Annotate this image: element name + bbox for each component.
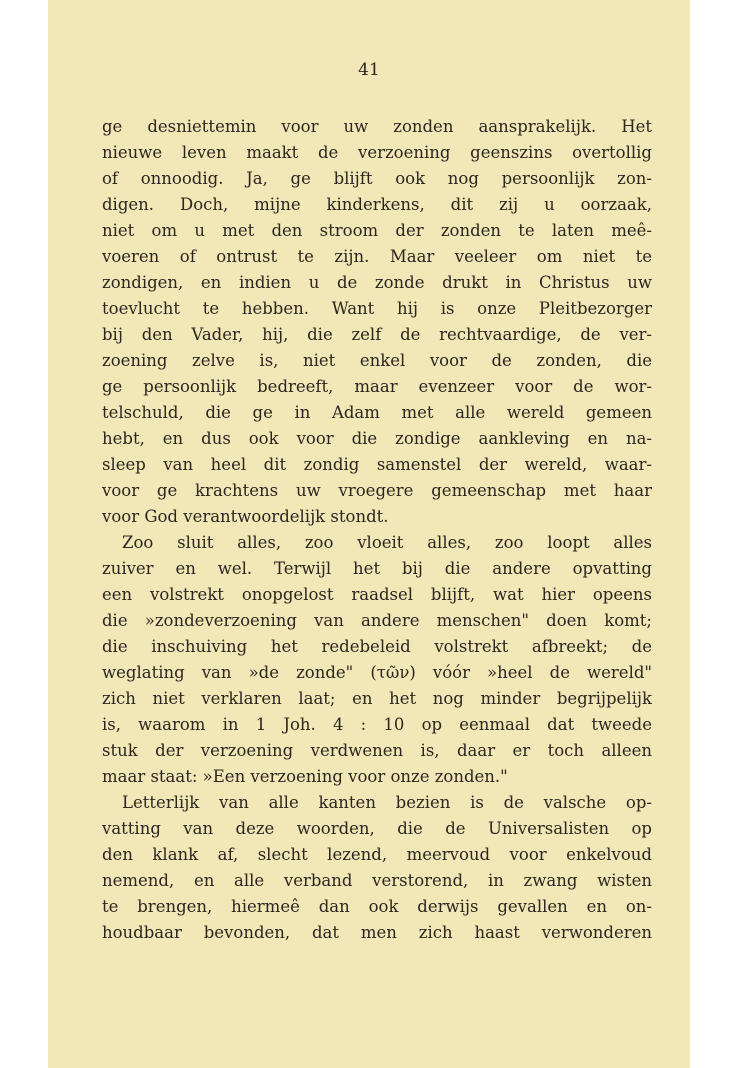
text-line: maar staat: »Een verzoening voor onze zonden." (102, 767, 508, 786)
text-line: vatting van deze woorden, die de Universalisten op (102, 819, 652, 838)
text-line: digen. Doch, mijne kinderkens, dit zij u oorzaak, (102, 195, 652, 214)
text-line: bij den Vader, hij, die zelf de rechtvaardige, de ver- (102, 325, 652, 344)
text-line: nieuwe leven maakt de verzoening geenszins overtollig (102, 143, 652, 162)
text-line: den klank af, slecht lezend, meervoud voor enkelvoud (102, 845, 652, 864)
text-line: telschuld, die ge in Adam met alle wereld gemeen (102, 403, 652, 422)
text-line: houdbaar bevonden, dat men zich haast verwonderen (102, 923, 652, 942)
text-line: die »zondeverzoening van andere menschen" doen komt; (102, 611, 652, 630)
text-line: Letterlijk van alle kanten bezien is de valsche op- (122, 793, 652, 812)
text-line: zoening zelve is, niet enkel voor de zonden, die (102, 351, 652, 370)
text-line: of onnoodig. Ja, ge blijft ook nog persoonlijk zon- (102, 169, 652, 188)
text-line: een volstrekt onopgelost raadsel blijft, wat hier opeens (102, 585, 652, 604)
text-line: ge desniettemin voor uw zonden aansprakelijk. Het (102, 117, 652, 136)
text-line: sleep van heel dit zondig samenstel der wereld, waar- (102, 455, 652, 474)
text-line: weglating van »de zonde" (τῶν) vóór »heel de wereld" (102, 663, 652, 682)
body-text (102, 114, 652, 946)
text-line: zondigen, en indien u de zonde drukt in Christus uw (102, 273, 652, 292)
text-line: zuiver en wel. Terwijl het bij die andere opvatting (102, 559, 652, 578)
text-line: toevlucht te hebben. Want hij is onze Pleitbezorger (102, 299, 652, 318)
text-line: voor God verantwoordelijk stondt. (102, 507, 389, 526)
text-line: ge persoonlijk bedreeft, maar evenzeer voor de wor- (102, 377, 652, 396)
text-line: stuk der verzoening verdwenen is, daar er toch alleen (102, 741, 652, 760)
text-line: te brengen, hiermeê dan ook derwijs gevallen en on- (102, 897, 652, 916)
text-line: niet om u met den stroom der zonden te laten meê- (102, 221, 652, 240)
book-page (48, 0, 690, 1068)
text-line: nemend, en alle verband verstorend, in zwang wisten (102, 871, 652, 890)
text-line: voeren of ontrust te zijn. Maar veeleer om niet te (102, 247, 652, 266)
page-number: 41 (358, 60, 380, 80)
text-line: zich niet verklaren laat; en het nog minder begrijpelijk (102, 689, 652, 708)
text-line: voor ge krachtens uw vroegere gemeenschap met haar (102, 481, 652, 500)
text-line: Zoo sluit alles, zoo vloeit alles, zoo loopt alles (122, 533, 652, 552)
text-line: is, waarom in 1 Joh. 4 : 10 op eenmaal dat tweede (102, 715, 652, 734)
text-line: die inschuiving het redebeleid volstrekt afbreekt; de (102, 637, 652, 656)
text-line: hebt, en dus ook voor die zondige aankleving en na- (102, 429, 652, 448)
